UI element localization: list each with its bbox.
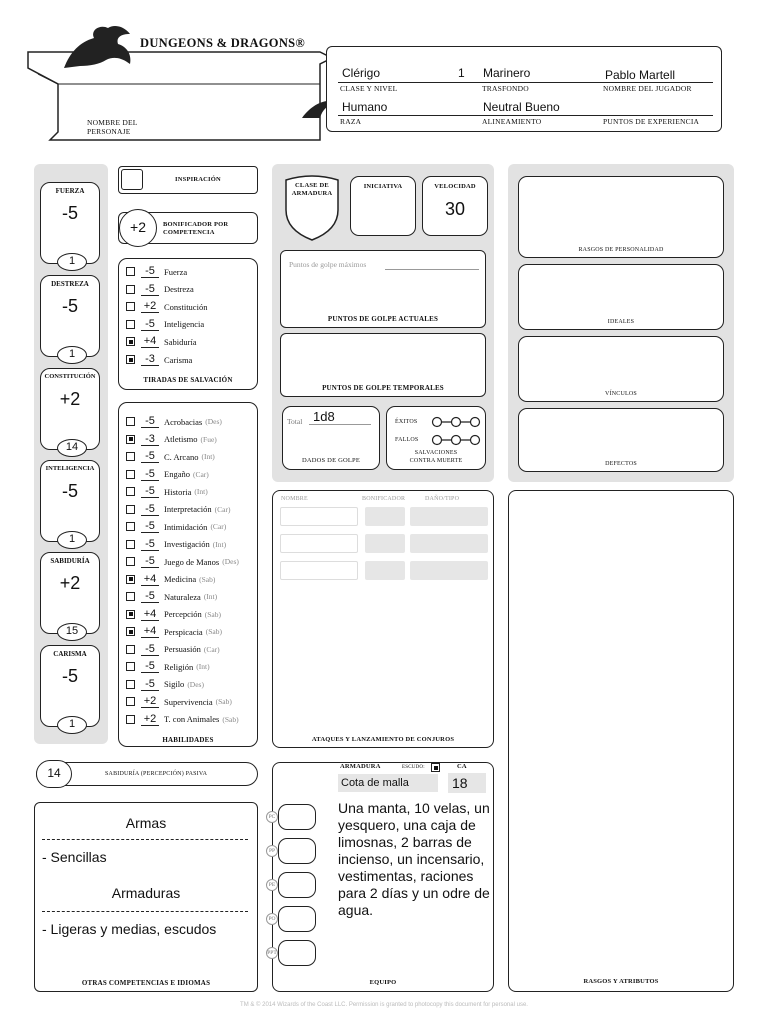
personality-label: RASGOS DE PERSONALIDAD [578,247,664,253]
ability-name: INTELIGENCIA [45,465,95,472]
ability-intelligence [40,460,100,545]
skill-value[interactable]: -3 [141,433,159,446]
hit-dice-label: DADOS DE GOLPE [301,457,361,464]
skill-name: Juego de Manos [164,556,220,567]
skill-row [126,711,239,728]
hit-dice-value[interactable]: 1d8 [313,409,335,424]
ability-charisma [40,645,100,730]
skill-value[interactable]: -5 [141,678,159,691]
saving-throw-row [126,281,194,298]
coin-label: PP [266,845,278,857]
ability-modifier[interactable]: 1 [57,253,87,271]
skill-name: Religión [164,661,194,672]
skill-attribute: (Sab) [205,627,222,636]
armor-class-label: CLASE DE ARMADURA [291,182,333,197]
inspiration-label: INSPIRACIÓN [175,176,221,183]
ability-name: CARISMA [53,650,87,658]
coin-label: PE [266,879,278,891]
background-value[interactable]: Marinero [483,66,531,80]
ac-label: CA [457,763,467,770]
saving-throw-name: Sabiduría [164,336,197,347]
skill-row [126,536,226,553]
attack-damage-input[interactable] [410,534,488,553]
features-box[interactable] [508,490,734,992]
passive-perception-value[interactable]: 14 [36,760,72,788]
attack-bonus-input[interactable] [365,561,405,580]
skill-row [126,658,210,675]
skill-value[interactable]: -5 [141,485,159,498]
attacks-col-name: NOMBRE [281,496,308,502]
death-fail-label: FALLOS [395,437,419,443]
coin-pc-input[interactable] [278,804,316,830]
hit-points-temp-box[interactable] [280,333,486,397]
armor-value[interactable]: Cota de malla [338,774,438,792]
equipment-list[interactable]: Una manta, 10 velas, un yesquero, una caja de limosnas, 2 barras de incienso, un incensario, vestimentas, raciones para 2 días y un odre de agua. [338,800,490,918]
character-name-input[interactable] [60,84,300,110]
xp-label: PUNTOS DE EXPERIENCIA [603,117,700,126]
skill-attribute: (Int) [194,487,208,496]
ability-name: DESTREZA [51,280,89,288]
skill-name: Acrobacias [164,416,203,427]
proficiency-checkbox[interactable] [126,715,135,724]
death-success-label: ÉXITOS [395,419,418,425]
class-level-label: CLASE Y NIVEL [340,84,398,93]
proficiency-checkbox[interactable] [126,435,135,444]
proficiency-checkbox[interactable] [126,557,135,566]
skill-attribute: (Sab) [199,574,216,584]
proficiency-checkbox[interactable] [126,267,135,276]
death-saves-label: SALVACIONES CONTRA MUERTE [409,450,463,464]
attack-bonus-input[interactable] [365,534,405,553]
coin-label: PC [266,811,278,823]
skill-name: T. con Animales [164,714,220,724]
proficiency-checkbox[interactable] [126,417,135,426]
proficiency-label-1: BONIFICADOR POR [163,221,229,228]
speed-box[interactable] [422,176,488,236]
skill-attribute: (Int) [196,662,210,671]
proficiency-checkbox[interactable] [126,320,135,329]
skills-title: HABILIDADES [162,736,214,744]
proficiency-checkbox[interactable] [126,302,135,311]
player-name-label: NOMBRE DEL JUGADOR [603,84,692,93]
death-fail-circles-icon[interactable] [431,434,481,446]
proficiency-box [118,212,258,244]
skill-value[interactable]: -5 [141,450,159,463]
skill-attribute: (Car) [192,469,209,479]
skill-name: Naturaleza [164,591,201,602]
skill-name: Sigilo [164,679,185,689]
skill-name: Historia [164,486,192,497]
ability-score[interactable]: +2 [59,389,81,409]
features-label: RASGOS Y ATRIBUTOS [583,978,659,985]
footer-copyright: TM & © 2014 Wizards of the Coast LLC. Permission is granted to photocopy this document for personal use. [240,1002,528,1008]
ability-modifier[interactable]: 1 [57,346,87,364]
proficiency-checkbox[interactable] [126,645,135,654]
skill-row [126,693,232,710]
ability-score[interactable]: +2 [59,573,81,593]
hit-dice-total-label: Total [287,417,303,426]
skill-row [126,676,204,693]
proficiency-checkbox[interactable] [126,610,135,619]
skill-attribute: (Car) [210,522,227,531]
skill-attribute: (Car) [203,644,220,654]
proficiency-checkbox[interactable] [126,505,135,514]
skill-attribute: (Car) [214,504,231,514]
player-name-value[interactable]: Pablo Martell [605,68,676,82]
skill-name: Medicina [164,574,197,584]
attack-damage-input[interactable] [410,561,488,580]
proficiency-checkbox[interactable] [126,627,135,636]
skill-attribute: (Des) [187,679,204,689]
skill-row [126,571,215,588]
personality-box[interactable] [518,176,724,258]
skill-row [126,641,220,658]
skill-attribute: (Des) [222,557,239,566]
saving-throws-title: TIRADAS DE SALVACIÓN [143,376,233,384]
passive-perception-label: SABIDURÍA (PERCEPCIÓN) PASIVA [105,771,208,777]
skill-name: Atletismo [164,434,198,444]
bonds-box[interactable] [518,336,724,402]
skill-row [126,553,239,570]
alignment-label: ALINEAMIENTO [482,117,542,126]
skill-name: Persuasión [164,644,201,654]
skill-attribute: (Int) [201,452,215,461]
skill-row [126,501,231,518]
armor-label: ARMADURA [340,763,381,770]
ability-modifier[interactable]: 1 [57,531,87,549]
hp-current-label: PUNTOS DE GOLPE ACTUALES [327,315,439,323]
ideals-box[interactable] [518,264,724,330]
ability-modifier[interactable]: 15 [57,623,87,641]
skill-attribute: (Sab) [222,714,239,724]
proficiency-checkbox[interactable] [126,575,135,584]
info-divider-1 [338,82,713,83]
inspiration-box [118,166,258,194]
shield-checkbox[interactable] [431,763,440,772]
skill-value[interactable]: -5 [141,590,159,603]
attack-damage-input[interactable] [410,507,488,526]
coin-ppt-input[interactable] [278,940,316,966]
skill-value[interactable]: -5 [141,538,159,551]
saving-throw-name: Constitución [164,301,208,312]
ability-wisdom [40,552,100,637]
proficiency-checkbox[interactable] [126,452,135,461]
initiative-label: INICIATIVA [363,183,403,190]
race-label: RAZA [340,117,362,126]
hp-temp-label: PUNTOS DE GOLPE TEMPORALES [322,384,444,392]
skill-attribute: (Int) [212,539,227,549]
saving-throw-value[interactable]: +2 [141,300,159,313]
alignment-value[interactable]: Neutral Bueno [483,100,560,114]
background-label: TRASFONDO [482,84,529,93]
ability-score[interactable]: -5 [61,203,78,223]
skill-attribute: (Fue) [200,434,217,444]
attack-bonus-input[interactable] [365,507,405,526]
ac-value[interactable]: 18 [448,773,486,793]
skill-row [126,431,217,448]
saving-throw-row [126,263,187,280]
dragon-logo-icon [60,22,136,72]
hit-points-current-box[interactable] [280,250,486,328]
attack-name-input[interactable] [280,561,358,580]
proficiency-label-2: COMPETENCIA [163,229,215,236]
skill-name: Supervivencia [164,696,213,707]
skill-value[interactable]: -5 [141,468,159,481]
proficiency-checkbox[interactable] [126,285,135,294]
skill-name: Interpretación [164,504,212,514]
proficiency-checkbox[interactable] [126,680,135,689]
skill-row [126,448,215,465]
proficiencies-title: OTRAS COMPETENCIAS E IDIOMAS [81,979,211,987]
skill-value[interactable]: +4 [141,573,159,586]
proficiency-checkbox[interactable] [126,337,135,346]
attacks-title: ATAQUES Y LANZAMIENTO DE CONJUROS [311,736,455,743]
skill-row [126,413,222,430]
skill-name: Engaño [164,469,190,479]
death-success-circles-icon[interactable] [431,416,481,428]
ability-modifier[interactable]: 1 [57,716,87,734]
skill-value[interactable]: -5 [141,415,159,428]
skill-value[interactable]: -5 [141,643,159,656]
proficiency-checkbox[interactable] [126,355,135,364]
skill-row [126,588,217,605]
saving-throw-value[interactable]: +4 [141,335,159,348]
proficiency-checkbox[interactable] [126,487,135,496]
saving-throw-row [126,298,207,315]
skill-attribute: (Sab) [204,609,222,619]
skill-value[interactable]: -5 [141,660,159,673]
ability-name: FUERZA [55,187,85,195]
skill-value[interactable]: -5 [141,520,159,533]
skill-row [126,518,226,535]
bonds-label: VÍNCULOS [605,391,637,397]
character-name-label: NOMBRE DEL PERSONAJE [87,118,138,136]
ability-score[interactable]: -5 [61,481,78,501]
attacks-col-damage: DAÑO/TIPO [425,496,460,502]
saving-throw-row [126,333,197,350]
proficiency-checkbox[interactable] [126,697,135,706]
equipment-title: EQUIPO [369,979,397,986]
ability-name: CONSTITUCIÓN [44,373,96,380]
skill-row [126,466,209,483]
skill-row [126,623,222,640]
skill-row [126,483,208,500]
speed-label: VELOCIDAD [434,183,476,190]
flaws-box[interactable] [518,408,724,472]
skill-row [126,606,221,623]
hp-max-label: Puntos de golpe máximos [289,260,367,269]
proficiencies-armor-heading: Armaduras [111,885,181,901]
skill-name: C. Arcano [164,451,199,462]
ability-score[interactable]: -5 [61,296,78,316]
attack-name-input[interactable] [280,534,358,553]
logo-text: DUNGEONS & DRAGONS® [140,36,306,50]
saving-throw-row [126,351,192,368]
saving-throw-row [126,316,204,333]
skill-value[interactable]: -5 [141,503,159,516]
proficiency-checkbox[interactable] [126,522,135,531]
proficiency-checkbox[interactable] [126,662,135,671]
shield-label: ESCUDO: [402,765,425,770]
saving-throw-value[interactable]: -5 [141,283,159,296]
proficiency-checkbox[interactable] [126,592,135,601]
speed-value[interactable]: 30 [444,199,466,219]
ability-modifier[interactable]: 14 [57,439,87,457]
proficiency-value[interactable]: +2 [119,209,157,247]
proficiency-checkbox[interactable] [126,540,135,549]
ability-name: SABIDURÍA [50,557,90,565]
coin-pp-input[interactable] [278,838,316,864]
hit-dice-line [309,424,371,425]
level-number[interactable]: 1 [458,66,465,80]
saving-throw-name: Fuerza [164,266,188,277]
initiative-box[interactable] [350,176,416,236]
race-value[interactable]: Humano [342,100,388,114]
ability-constitution [40,368,100,453]
ability-dexterity [40,275,100,360]
proficiencies-armor[interactable]: - Ligeras y medias, escudos [42,921,217,937]
saving-throw-value[interactable]: -3 [141,353,159,366]
class-level-value[interactable]: Clérigo [342,66,381,80]
coin-label: PO [266,913,278,925]
saving-throw-name: Inteligencia [164,319,205,330]
skill-attribute: (Int) [203,592,218,601]
skill-value[interactable]: +4 [141,608,159,621]
passive-perception-box [36,762,258,786]
skill-value[interactable]: +4 [141,625,159,638]
skill-name: Intimidación [164,521,208,532]
ability-score[interactable]: -5 [61,666,78,686]
attacks-box [272,490,494,748]
skill-name: Investigación [164,539,210,549]
skill-value[interactable]: -5 [141,555,159,568]
skill-name: Percepción [164,609,202,619]
inspiration-input[interactable] [121,169,143,190]
hp-max-line [385,269,479,270]
saving-throw-name: Destreza [164,284,194,295]
skill-value[interactable]: +2 [141,713,159,726]
ability-strength [40,182,100,267]
proficiency-checkbox[interactable] [126,470,135,479]
skill-attribute: (Sab) [215,697,232,706]
attacks-col-bonus: BONIFICADOR [362,496,406,502]
proficiencies-divider-2 [42,911,248,912]
ideals-label: IDEALES [607,319,635,325]
attack-name-input[interactable] [280,507,358,526]
skill-attribute: (Des) [205,417,222,426]
coin-label: PPT [266,947,278,959]
saving-throw-value[interactable]: -5 [141,318,159,331]
coin-pe-input[interactable] [278,872,316,898]
flaws-label: DEFECTOS [605,461,637,467]
proficiencies-weapons[interactable]: - Sencillas [42,849,107,865]
hit-dice-box[interactable] [282,406,380,470]
skill-name: Perspicacia [164,626,203,637]
saving-throw-name: Carisma [164,354,193,365]
skill-value[interactable]: +2 [141,695,159,708]
info-divider-2 [338,115,713,116]
coin-po-input[interactable] [278,906,316,932]
proficiencies-weapons-heading: Armas [125,815,167,831]
saving-throw-value[interactable]: -5 [141,265,159,278]
proficiencies-divider-1 [42,839,248,840]
death-saves-box [386,406,486,470]
